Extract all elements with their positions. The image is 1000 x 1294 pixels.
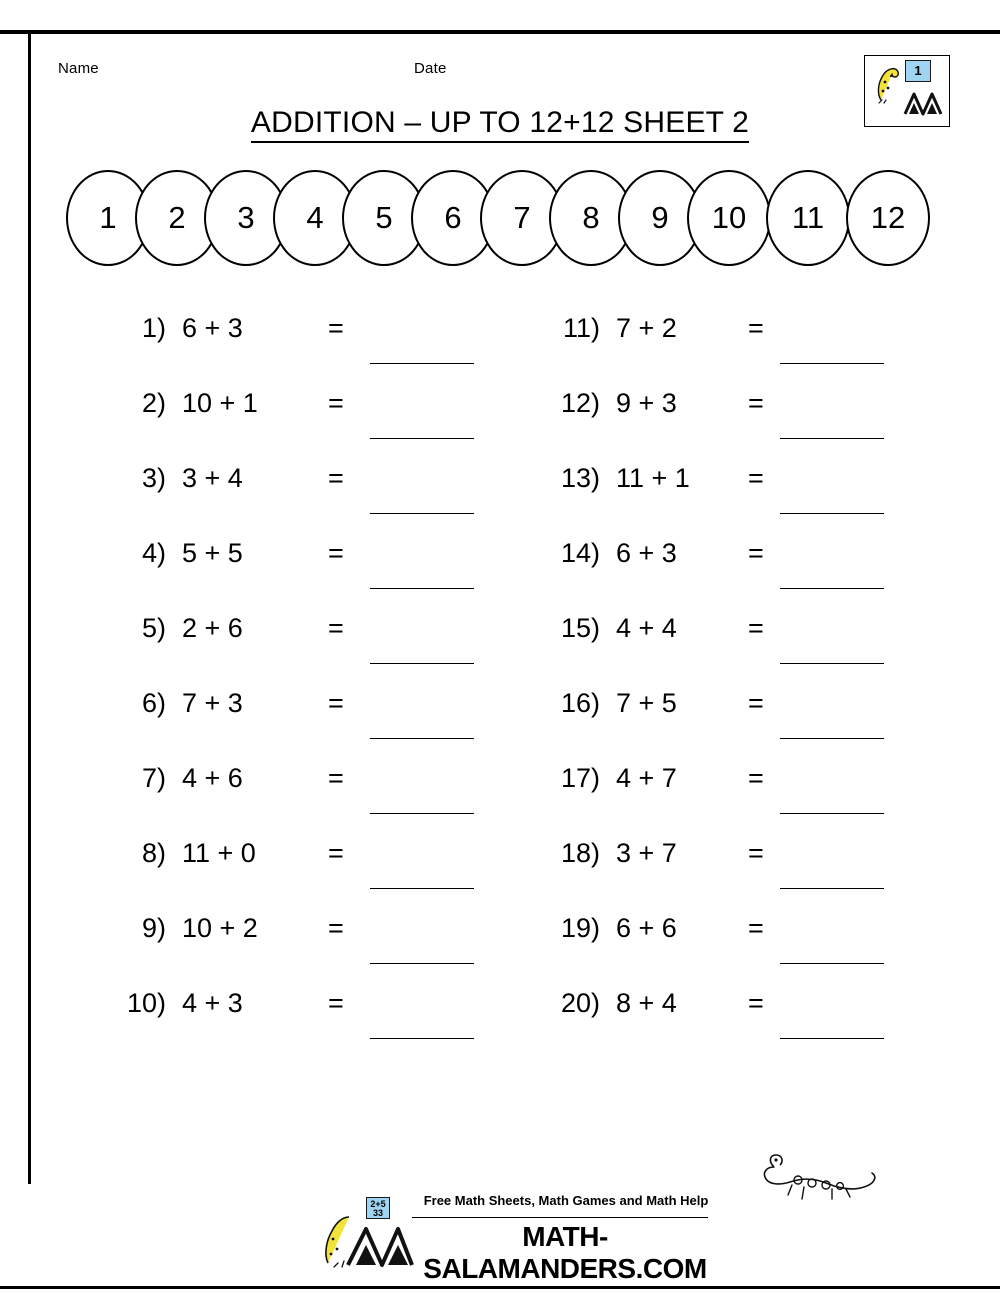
- problem-number: 2): [141, 388, 166, 418]
- problem-expression: 4 + 3: [182, 988, 243, 1018]
- problem-number: 19): [560, 913, 600, 943]
- name-field-label: Name: [58, 60, 99, 77]
- problem-row: [530, 450, 930, 525]
- problem-column-left: [100, 300, 500, 1050]
- problem-expression: 11 + 1: [616, 463, 690, 493]
- problem-number: 1): [141, 313, 166, 343]
- answer-blank[interactable]: [370, 513, 474, 514]
- equals-sign: =: [328, 838, 344, 868]
- answer-blank[interactable]: [370, 438, 474, 439]
- page-title-text: ADDITION – UP TO 12+12 SHEET 2: [251, 106, 749, 143]
- page-bottom-border: [0, 1286, 1000, 1289]
- problem-number: 5): [141, 613, 166, 643]
- number-circle: 10: [687, 170, 771, 266]
- problem-number: 12): [560, 388, 600, 418]
- problem-row: [100, 600, 500, 675]
- problem-row: [530, 750, 930, 825]
- number-circle: 2: [135, 170, 219, 266]
- problem-number: 15): [560, 613, 600, 643]
- problem-expression: 5 + 5: [182, 538, 243, 568]
- equals-sign: =: [328, 463, 344, 493]
- answer-blank[interactable]: [370, 813, 474, 814]
- equals-sign: =: [748, 913, 764, 943]
- problem-expression: 4 + 7: [616, 763, 677, 793]
- page-title: [0, 106, 1000, 140]
- problem-expression: 6 + 6: [616, 913, 677, 943]
- problem-row: [100, 750, 500, 825]
- answer-blank[interactable]: [370, 963, 474, 964]
- problem-number: 4): [141, 538, 166, 568]
- equals-sign: =: [748, 538, 764, 568]
- problem-row: [530, 900, 930, 975]
- problem-number: 3): [141, 463, 166, 493]
- problem-expression: 9 + 3: [616, 388, 677, 418]
- problem-expression: 10 + 1: [182, 388, 258, 418]
- problem-number: 7): [141, 763, 166, 793]
- problem-row: [530, 525, 930, 600]
- answer-blank[interactable]: [370, 738, 474, 739]
- answer-blank[interactable]: [780, 588, 884, 589]
- equals-sign: =: [328, 613, 344, 643]
- equals-sign: =: [328, 388, 344, 418]
- problem-number: 11): [562, 313, 600, 343]
- problem-row: [530, 825, 930, 900]
- number-circle: 1: [66, 170, 150, 266]
- answer-blank[interactable]: [780, 663, 884, 664]
- problem-row: [530, 600, 930, 675]
- answer-blank[interactable]: [780, 813, 884, 814]
- problem-expression: 6 + 3: [616, 538, 677, 568]
- problem-number: 10): [126, 988, 166, 1018]
- problem-expression: 7 + 5: [616, 688, 677, 718]
- problem-row: [530, 975, 930, 1050]
- footer-logo-badge: [366, 1197, 390, 1219]
- answer-blank[interactable]: [370, 663, 474, 664]
- date-field-label: Date: [414, 60, 447, 77]
- equals-sign: =: [328, 763, 344, 793]
- salamander-icon: [871, 64, 905, 104]
- answer-blank[interactable]: [780, 738, 884, 739]
- footer-logo-badge-top: 2+5: [370, 1199, 386, 1209]
- problem-row: [100, 675, 500, 750]
- problem-row: [100, 375, 500, 450]
- problem-expression: 7 + 3: [182, 688, 243, 718]
- problem-number: 14): [560, 538, 600, 568]
- problem-row: [530, 675, 930, 750]
- footer-salamander-icon: [752, 1145, 882, 1235]
- problem-expression: 4 + 4: [616, 613, 677, 643]
- number-circle: 9: [618, 170, 702, 266]
- answer-blank[interactable]: [780, 1038, 884, 1039]
- footer-website[interactable]: MATH-SALAMANDERS.COM: [423, 1221, 707, 1284]
- answer-blank[interactable]: [780, 963, 884, 964]
- equals-sign: =: [328, 913, 344, 943]
- problem-expression: 4 + 6: [182, 763, 243, 793]
- problem-row: [100, 525, 500, 600]
- answer-blank[interactable]: [780, 888, 884, 889]
- answer-blank[interactable]: [370, 888, 474, 889]
- answer-blank[interactable]: [370, 588, 474, 589]
- equals-sign: =: [748, 838, 764, 868]
- footer-tagline: Free Math Sheets, Math Games and Math Help: [423, 1193, 709, 1208]
- problem-expression: 11 + 0: [182, 838, 256, 868]
- answer-blank[interactable]: [780, 513, 884, 514]
- number-circle: 7: [480, 170, 564, 266]
- problem-expression: 3 + 7: [616, 838, 677, 868]
- page-left-border: [28, 34, 31, 1184]
- problem-column-right: [530, 300, 930, 1050]
- number-circle: 3: [204, 170, 288, 266]
- problem-number: 17): [560, 763, 600, 793]
- problem-number: 16): [560, 688, 600, 718]
- equals-sign: =: [748, 388, 764, 418]
- problem-expression: 10 + 2: [182, 913, 258, 943]
- problem-expression: 3 + 4: [182, 463, 243, 493]
- number-circle: 8: [549, 170, 633, 266]
- footer-logo-badge-bottom: 33: [372, 1208, 383, 1218]
- grade-badge: 1: [905, 60, 931, 82]
- problem-number: 20): [560, 988, 600, 1018]
- answer-blank[interactable]: [370, 1038, 474, 1039]
- equals-sign: =: [328, 538, 344, 568]
- number-strip: [66, 170, 938, 270]
- footer-divider: [412, 1217, 708, 1218]
- problem-row: [530, 300, 930, 375]
- equals-sign: =: [748, 313, 764, 343]
- problem-number: 8): [141, 838, 166, 868]
- problem-number: 18): [560, 838, 600, 868]
- equals-sign: =: [748, 463, 764, 493]
- equals-sign: =: [328, 688, 344, 718]
- equals-sign: =: [328, 988, 344, 1018]
- number-circle: 6: [411, 170, 495, 266]
- problem-expression: 6 + 3: [182, 313, 243, 343]
- equals-sign: =: [748, 988, 764, 1018]
- answer-blank[interactable]: [780, 438, 884, 439]
- page-top-border: [0, 30, 1000, 34]
- problem-expression: 7 + 2: [616, 313, 677, 343]
- problem-number: 13): [560, 463, 600, 493]
- problem-row: [100, 300, 500, 375]
- problem-expression: 8 + 4: [616, 988, 677, 1018]
- page-footer: [0, 1185, 1000, 1285]
- number-circle: 11: [766, 170, 850, 266]
- problem-row: [530, 375, 930, 450]
- equals-sign: =: [328, 313, 344, 343]
- number-circle: 12: [846, 170, 930, 266]
- number-circle: 5: [342, 170, 426, 266]
- problem-expression: 2 + 6: [182, 613, 243, 643]
- answer-blank[interactable]: [370, 363, 474, 364]
- problem-row: [100, 450, 500, 525]
- problem-row: [100, 975, 500, 1050]
- problem-number: 9): [141, 913, 166, 943]
- number-circle: 4: [273, 170, 357, 266]
- answer-blank[interactable]: [780, 363, 884, 364]
- problem-number: 6): [141, 688, 166, 718]
- problem-row: [100, 900, 500, 975]
- problem-row: [100, 825, 500, 900]
- equals-sign: =: [748, 688, 764, 718]
- equals-sign: =: [748, 763, 764, 793]
- equals-sign: =: [748, 613, 764, 643]
